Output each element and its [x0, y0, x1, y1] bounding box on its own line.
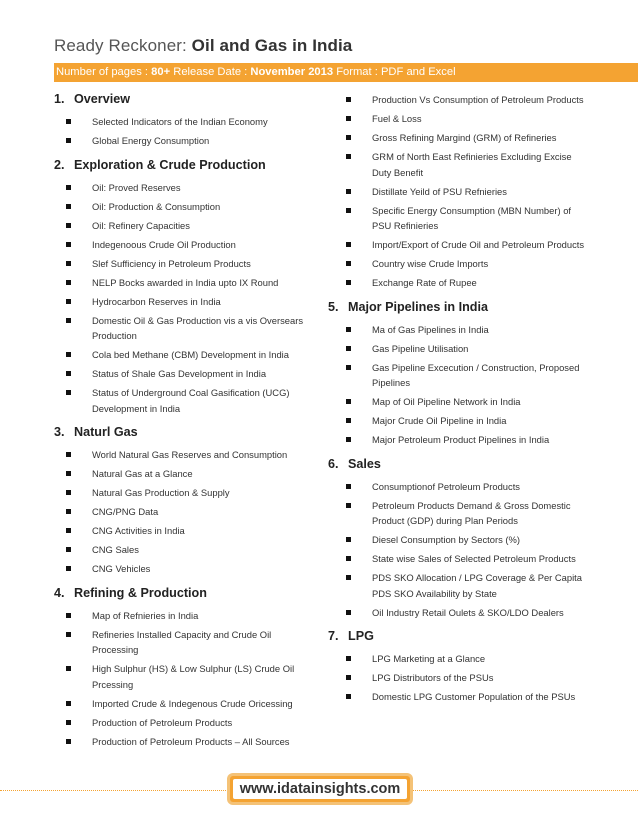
square-bullet-icon: [66, 561, 74, 577]
section-number: 3.: [54, 425, 65, 439]
list-item-text: LPG Marketing at a Glance: [372, 653, 486, 664]
list-item: [54, 485, 316, 501]
list-item-text: Global Energy Consumption: [92, 135, 210, 146]
section-title: Sales: [348, 456, 381, 471]
list-item: [328, 689, 588, 705]
section-heading: [54, 586, 316, 600]
square-bullet-icon: [66, 199, 74, 215]
list-item: [54, 133, 316, 149]
section-heading: [328, 300, 588, 314]
list-item-text: GRM of North East Refinieries Excluding Excise Duty Benefit: [372, 151, 572, 178]
list-item: [54, 447, 316, 463]
list-item-text: Map of Refnieries in India: [92, 609, 199, 621]
section-items: [54, 447, 316, 577]
list-item-text: Domestic LPG Customer Population of the PSUs: [372, 691, 576, 702]
section-heading: [54, 92, 316, 106]
square-bullet-icon: [346, 551, 354, 567]
pages-label: Number of pages :: [56, 66, 149, 78]
square-bullet-icon: [346, 275, 354, 291]
list-item-text: Natural Gas at a Glance: [92, 468, 193, 479]
square-bullet-icon: [346, 413, 354, 429]
section-title: Refining & Production: [74, 585, 207, 600]
list-item-text: Oil: Production & Consumption: [92, 200, 221, 212]
list-item: [328, 149, 588, 180]
list-item: [328, 203, 588, 234]
list-item: [328, 184, 588, 200]
section-items: [328, 92, 588, 291]
list-item: [328, 605, 588, 621]
list-item-text: Oil: Proved Reserves: [92, 181, 181, 193]
list-item-text: Status of Underground Coal Gasification (UCG) Development in India: [92, 387, 290, 414]
list-item: [54, 313, 316, 344]
square-bullet-icon: [66, 180, 74, 196]
list-item-text: Exchange Rate of Rupee: [372, 277, 477, 288]
format-text: Format : PDF and Excel: [336, 66, 456, 78]
square-bullet-icon: [346, 360, 354, 391]
list-item-text: Gross Refining Margind (GRM) of Refineries: [372, 132, 557, 143]
list-item-text: Natural Gas Production & Supply: [92, 487, 230, 498]
list-item: [54, 504, 316, 520]
list-item-text: Production Vs Consumption of Petroleum Products: [372, 94, 584, 105]
square-bullet-icon: [346, 130, 354, 146]
square-bullet-icon: [66, 627, 74, 658]
list-item: [54, 561, 316, 577]
square-bullet-icon: [346, 498, 354, 529]
list-item: [328, 92, 588, 108]
list-item-text: LPG Distributors of the PSUs: [372, 672, 494, 683]
square-bullet-icon: [346, 432, 354, 448]
list-item: [54, 218, 316, 234]
section-number: 5.: [328, 299, 339, 314]
square-bullet-icon: [346, 341, 354, 357]
right-column: [328, 92, 588, 714]
square-bullet-icon: [346, 237, 354, 253]
section: [54, 92, 316, 149]
square-bullet-icon: [66, 313, 74, 344]
list-item-text: Specific Energy Consumption (MBN Number) of PSU Refinieries: [372, 204, 572, 231]
square-bullet-icon: [346, 92, 354, 108]
section: [328, 457, 588, 621]
section-items: [54, 608, 316, 750]
square-bullet-icon: [66, 366, 74, 382]
section: [328, 92, 588, 291]
square-bullet-icon: [346, 394, 354, 410]
list-item: [328, 275, 588, 291]
square-bullet-icon: [66, 294, 74, 310]
square-bullet-icon: [66, 504, 74, 520]
list-item: [54, 627, 316, 658]
list-item-text: Ma of Gas Pipelines in India: [372, 323, 489, 335]
list-item-text: Distillate Yeild of PSU Refnieries: [372, 185, 507, 197]
list-item-text: PDS SKO Allocation / LPG Coverage & Per Capita PDS SKO Availability by State: [372, 572, 582, 599]
release-value: November 2013: [250, 66, 334, 78]
list-item-text: Diesel Consumption by Sectors (%): [372, 534, 520, 545]
section-items: [328, 651, 588, 705]
page-title: [54, 36, 352, 56]
list-item: [328, 570, 588, 601]
list-item-text: Import/Export of Crude Oil and Petroleum Products: [372, 239, 585, 250]
list-item-text: Slef Sufficiency in Petroleum Products: [92, 257, 251, 269]
list-item-text: Imported Crude & Indegenous Crude Oricessing: [92, 697, 293, 709]
square-bullet-icon: [346, 651, 354, 667]
list-item: [328, 498, 588, 529]
list-item: [328, 532, 588, 548]
square-bullet-icon: [66, 447, 74, 463]
section: [54, 586, 316, 750]
list-item-text: Oil Industry Retail Oulets & SKO/LDO Dealers: [372, 606, 564, 618]
section-number: 7.: [328, 629, 339, 643]
list-item: [54, 114, 316, 130]
list-item-text: Status of Shale Gas Development in India: [92, 368, 267, 379]
list-item-text: Selected Indicators of the Indian Economy: [92, 116, 268, 127]
list-item-text: Major Petroleum Product Pipelines in India: [372, 434, 550, 445]
square-bullet-icon: [346, 256, 354, 272]
section: [328, 300, 588, 448]
square-bullet-icon: [66, 715, 74, 731]
list-item-text: Consumptionof Petroleum Products: [372, 480, 520, 492]
list-item: [328, 432, 588, 448]
list-item-text: World Natural Gas Reserves and Consumption: [92, 449, 288, 460]
square-bullet-icon: [66, 485, 74, 501]
section: [328, 629, 588, 705]
section-title: Major Pipelines in India: [348, 299, 488, 314]
section-title: Exploration & Crude Production: [74, 157, 266, 172]
title-main: Oil and Gas in India: [191, 36, 353, 55]
square-bullet-icon: [66, 133, 74, 149]
list-item-text: CNG Sales: [92, 544, 139, 555]
list-item-text: State wise Sales of Selected Petroleum Products: [372, 553, 576, 564]
list-item: [328, 394, 588, 410]
list-item: [54, 661, 316, 692]
list-item: [54, 237, 316, 253]
list-item-text: Refineries Installed Capacity and Crude Oil Processing: [92, 628, 272, 655]
footer-url-box[interactable]: [230, 776, 410, 802]
list-item: [54, 275, 316, 291]
list-item-text: Oil: Refinery Capacities: [92, 219, 190, 231]
square-bullet-icon: [346, 570, 354, 601]
list-item: [54, 180, 316, 196]
list-item: [328, 341, 588, 357]
square-bullet-icon: [346, 532, 354, 548]
square-bullet-icon: [346, 605, 354, 621]
section-number: 6.: [328, 456, 339, 471]
pages-value: 80+: [151, 66, 171, 78]
square-bullet-icon: [66, 542, 74, 558]
list-item-text: Petroleum Products Demand & Gross Domestic Product (GDP) during Plan Periods: [372, 499, 571, 526]
list-item-text: CNG/PNG Data: [92, 506, 159, 517]
section-title: LPG: [348, 629, 374, 643]
footer-url[interactable]: www.idatainsights.com: [233, 779, 407, 799]
release-label: Release Date :: [173, 66, 248, 78]
list-item-text: Gas Pipeline Utilisation: [372, 342, 469, 354]
list-item-text: Country wise Crude Imports: [372, 258, 489, 269]
list-item-text: Production of Petroleum Products: [92, 716, 233, 728]
list-item: [328, 413, 588, 429]
list-item: [328, 237, 588, 253]
section: [54, 158, 316, 417]
list-item-text: High Sulphur (HS) & Low Sulphur (LS) Crude Oil Prcessing: [92, 663, 295, 690]
square-bullet-icon: [346, 184, 354, 200]
list-item-text: Fuel & Loss: [372, 113, 422, 124]
list-item-text: Domestic Oil & Gas Production vis a vis Oversears Production: [92, 314, 304, 341]
square-bullet-icon: [66, 466, 74, 482]
list-item: [54, 523, 316, 539]
list-item: [54, 347, 316, 363]
section-heading: [328, 629, 588, 643]
square-bullet-icon: [66, 696, 74, 712]
list-item: [328, 130, 588, 146]
section-items: [328, 322, 588, 448]
section-heading: [54, 425, 316, 439]
list-item: [54, 608, 316, 624]
square-bullet-icon: [66, 608, 74, 624]
left-column: [54, 92, 316, 758]
square-bullet-icon: [346, 479, 354, 495]
square-bullet-icon: [66, 218, 74, 234]
square-bullet-icon: [66, 237, 74, 253]
list-item: [54, 734, 316, 750]
list-item: [54, 466, 316, 482]
square-bullet-icon: [66, 385, 74, 416]
square-bullet-icon: [346, 670, 354, 686]
square-bullet-icon: [66, 523, 74, 539]
list-item: [328, 111, 588, 127]
list-item: [54, 542, 316, 558]
list-item-text: Hydrocarbon Reserves in India: [92, 295, 221, 307]
section-items: [54, 180, 316, 417]
list-item: [54, 199, 316, 215]
list-item: [328, 360, 588, 391]
square-bullet-icon: [346, 689, 354, 705]
list-item-text: Indegenoous Crude Oil Production: [92, 238, 236, 250]
info-banner: [54, 63, 638, 82]
square-bullet-icon: [66, 734, 74, 750]
square-bullet-icon: [346, 111, 354, 127]
section-title: Naturl Gas: [74, 425, 138, 439]
list-item-text: Major Crude Oil Pipeline in India: [372, 415, 507, 426]
list-item: [54, 256, 316, 272]
list-item: [328, 479, 588, 495]
list-item-text: Gas Pipeline Excecution / Construction, Proposed Pipelines: [372, 361, 580, 388]
square-bullet-icon: [66, 661, 74, 692]
section-items: [328, 479, 588, 621]
list-item: [328, 551, 588, 567]
list-item: [54, 385, 316, 416]
title-prefix: Ready Reckoner:: [54, 36, 187, 55]
section-number: 1.: [54, 92, 65, 106]
list-item: [54, 696, 316, 712]
list-item: [328, 651, 588, 667]
list-item-text: Cola bed Methane (CBM) Development in India: [92, 349, 289, 360]
square-bullet-icon: [66, 347, 74, 363]
list-item: [328, 322, 588, 338]
list-item-text: NELP Bocks awarded in India upto IX Round: [92, 276, 279, 288]
section-heading: [54, 158, 316, 172]
list-item-text: Map of Oil Pipeline Network in India: [372, 396, 521, 407]
section-title: Overview: [74, 92, 131, 106]
list-item: [54, 294, 316, 310]
square-bullet-icon: [66, 114, 74, 130]
section-number: 2.: [54, 157, 65, 172]
square-bullet-icon: [346, 322, 354, 338]
section-heading: [328, 457, 588, 471]
section: [54, 425, 316, 577]
list-item: [54, 366, 316, 382]
square-bullet-icon: [346, 203, 354, 234]
square-bullet-icon: [346, 149, 354, 180]
section-number: 4.: [54, 585, 65, 600]
square-bullet-icon: [66, 256, 74, 272]
list-item: [328, 670, 588, 686]
list-item-text: CNG Activities in India: [92, 525, 185, 536]
list-item: [328, 256, 588, 272]
list-item-text: CNG Vehicles: [92, 563, 151, 574]
section-items: [54, 114, 316, 149]
list-item: [54, 715, 316, 731]
list-item-text: Production of Petroleum Products – All Sources: [92, 735, 290, 747]
square-bullet-icon: [66, 275, 74, 291]
